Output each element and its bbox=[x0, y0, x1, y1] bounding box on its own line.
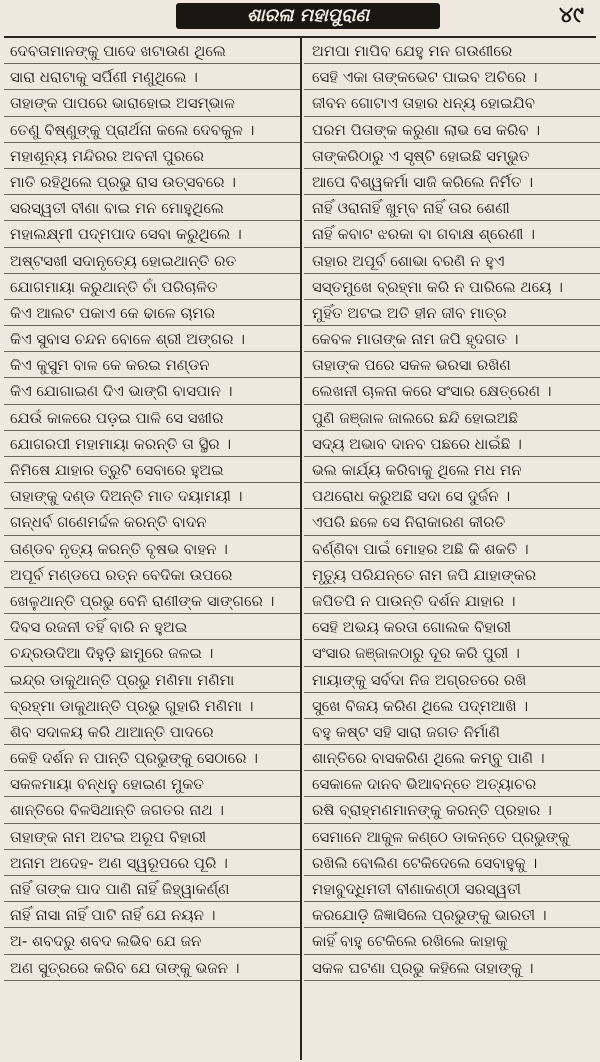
verse-line: ନିମିଷେ ଯାହାର ତ୍ରୁଟି ସେବାରେ ହୁଅଇ bbox=[4, 457, 302, 483]
verse-line: ତାଙ୍କରିଠାରୁ ଏ ସୃଷ୍ଟି ହୋଇଛି ସମ୍ଭୁତ bbox=[304, 143, 600, 169]
verse-line: ନାହିଁ ନାସା ନାହିଁ ପାଟି ନାହିଁ ଯେ ନୟନ । bbox=[4, 902, 302, 928]
page-number: ୪୯ bbox=[558, 3, 584, 28]
verse-line: ପଥରୋଧ କରୁଅଛି ସଦା ସେ ଦୁର୍ଜନ । bbox=[304, 483, 600, 509]
verse-line: ମହାବୁଦ୍ଧିମତୀ ବୀଣାକଣ୍ଠୀ ସରସ୍ୱତୀ bbox=[304, 876, 600, 902]
verse-line: ଯୋଗରପୀ ମହାମାୟା କରନ୍ତି ତା ସ୍ଥିର । bbox=[4, 431, 302, 457]
verse-line: ଚନ୍ଦ୍ରଉଦିଆ ଦିହୁଡ଼ି ଛାମୁରେ ଜଳଇ । bbox=[4, 640, 302, 666]
verse-line: ସୁଖେ ବିଜୟ କରିଣ ଥିଲେ ପଦ୍ମଆଖି । bbox=[304, 693, 600, 719]
verse-line: କିଏ କୁସୁମ ବାଳ କେ କରଇ ମଣ୍ଡନ bbox=[4, 352, 302, 378]
verse-line: ବ୍ରହ୍ମା ଡାକୁଥାନ୍ତି ପ୍ରଭୁ ଗୁହାରି ମଣିମା । bbox=[4, 693, 302, 719]
verse-line: ଶାନ୍ତିରେ ବାସକରିଣ ଥିଲେ କମ୍ବୁ ପାଣି । bbox=[304, 745, 600, 771]
verse-line: ମୁହିଁତ ଅଟଇ ଅତି ହୀନ ଜୀବ ମାତ୍ର bbox=[304, 300, 600, 326]
verse-line: ସଂସାର ଜଞ୍ଜାଳଠାରୁ ଦୂର କରି ପୁରୀ । bbox=[304, 640, 600, 666]
verse-line: କିଏ ଯୋଗାଇଣ ଦିଏ ଭାଙ୍ଗି ବାସପାନ । bbox=[4, 378, 302, 404]
verse-line: ତାହାଙ୍କୁ ଦଣ୍ଡ ଦିଅନ୍ତି ମାତ ଦୟାମୟୀ । bbox=[4, 483, 302, 509]
verse-line: ନାହିଁ ଓରାନାହିଁ ଖୁମ୍ବ ନାହିଁ ତାର ଶେଣୀ bbox=[304, 195, 600, 221]
verse-line: ଦିବସ ରଜନୀ ତହିଁ ବାରି ନ ହୁଅଇ bbox=[4, 614, 302, 640]
verse-line: ମହାଲକ୍ଷ୍ମୀ ପଦ୍ମପାଦ ସେବା କରୁଥିଲେ । bbox=[4, 221, 302, 247]
verse-line: କାହିଁ ବାହୁ ଟେକିଲେ ରଖିଲେ କାହାକୁ bbox=[304, 928, 600, 954]
verse-line: ରଖିଲି ବୋଲିଣ ଟେକିଦେଲେ ସେବାହୁକୁ । bbox=[304, 850, 600, 876]
verse-line: ଆପେ ବିଶ୍ୱକର୍ମା ସାଜି କରିଲେ ନିର୍ମିତ । bbox=[304, 169, 600, 195]
left-text-column bbox=[4, 38, 302, 1060]
verse-line: ବର୍ଣ୍ଣିବା ପାଇଁ ମୋହର ଅଛି କି ଶକତି । bbox=[304, 536, 600, 562]
verse-line: ଏପରି ଛଳେ ସେ ନିରାକାରଣ କୀରତି bbox=[304, 509, 600, 535]
verse-line: ତାହାଙ୍କ ପାପରେ ଭାରାହୋଇ ଅସମ୍ଭାଳ bbox=[4, 90, 302, 116]
verse-line: ବହୁ କଷ୍ଟ ସହି ସାରା ଜଗତ ନିର୍ମାଣି bbox=[304, 719, 600, 745]
column-divider bbox=[300, 38, 302, 1060]
verse-line: ଅ- ଶବଦରୁ ଶବଦ ଲଭିବ ଯେ ଜନ bbox=[4, 928, 302, 954]
verse-line: ସେମାନେ ଆକୁଳ କଣ୍ଠେ ଡାକନ୍ତେ ପ୍ରଭୁଙ୍କୁ bbox=[304, 824, 600, 850]
verse-line: ନାହିଁ କବାଟ ଝରକା ବା ଗବାକ୍ଷ ଶ୍ରେଣୀ । bbox=[304, 221, 600, 247]
verse-line: ନାହିଁ ତାଙ୍କ ପାଦ ପାଣି ନାହିଁ ଜିହ୍ୱାକର୍ଣ୍ଣ bbox=[4, 876, 302, 902]
verse-line: ତାହାର ଅପୂର୍ବ ଶୋଭା ବରଣି ନ ହୁଏ bbox=[304, 248, 600, 274]
right-text-column bbox=[304, 38, 600, 1060]
verse-line: ପରମ ପିତାଙ୍କ କରୁଣା ଲାଭ ସେ କରିବ । bbox=[304, 117, 600, 143]
verse-line: ପୁଣି ଜଞ୍ଜାଳ ଜାଲରେ ଛନ୍ଦି ହୋଇଅଛି bbox=[304, 405, 600, 431]
verse-line: ସାରା ଧରାଟାକୁ ସର୍ପିଣୀ ମଣୁଥିଲେ । bbox=[4, 64, 302, 90]
verse-line: ଅନାମ ଅଦେହ- ଅଣ ସ୍ୱରୂପରେ ପୂରି । bbox=[4, 850, 302, 876]
verse-line: ମୃତ୍ୟୁ ପରିଯନ୍ତେ ନାମ ଜପି ଯାହାଙ୍କର bbox=[304, 562, 600, 588]
running-title: ଶାରଳା ମହାପୁରାଣ bbox=[176, 3, 440, 29]
verse-line: ଅମପା ମାପିବ ଯେହୁ ମନ ଗଉଣୀରେ bbox=[304, 38, 600, 64]
verse-line: ମହାଶୂନ୍ୟ ମନ୍ଦିରର ଅବନୀ ପୁରରେ bbox=[4, 143, 302, 169]
verse-line: ତାଣ୍ଡବ ନୃତ୍ୟ କରନ୍ତି ବୃଷଭ ବାହନ । bbox=[4, 536, 302, 562]
verse-line: ଦେବତାମାନଙ୍କୁ ପାଦେ ଖଟାଉଣ ଥିଲେ bbox=[4, 38, 302, 64]
verse-line: ଗନ୍ଧର୍ବ ଗଣେମର୍ଦ୍ଦଳ କରନ୍ତି ବାଦନ bbox=[4, 509, 302, 535]
page-header bbox=[0, 0, 600, 34]
verse-line: ସକଳମାୟା ବନ୍ଧନୁ ହୋଇଣ ମୁକତ bbox=[4, 771, 302, 797]
verse-line: ତାହାଙ୍କ ପରେ ସକଳ ଭରସା ରଖିଣ bbox=[304, 352, 600, 378]
verse-line: ତେଣୁ ବିଷ୍ଣୁଙ୍କୁ ପ୍ରାର୍ଥନା କଲେ ଦେବକୁଳ । bbox=[4, 117, 302, 143]
verse-line: ଜୀବନ ଗୋଟାଏ ତାହାର ଧନ୍ୟ ହୋଇଯିବ bbox=[304, 90, 600, 116]
verse-line: ତାହାଙ୍କ ନାମ ଅଟଇ ଅରୂପ ବିହାରୀ bbox=[4, 824, 302, 850]
verse-line: ଲେଖନୀ ଚାଳନା କରେ ସଂସାର କ୍ଷେତ୍ରେଣ । bbox=[304, 378, 600, 404]
verse-line: କିଏ ଆଲଟ ପକାଏ କେ ଢାଳେ ଚାମର bbox=[4, 300, 302, 326]
verse-line: ଶିବ ସଦାଳୟ କରି ଥାଆନ୍ତି ପାଦରେ bbox=[4, 719, 302, 745]
verse-line: ଭଲ କାର୍ଯ୍ୟ କରିବାକୁ ଥିଲେ ମଧ ମନ bbox=[304, 457, 600, 483]
verse-line: ସକଳ ଘଟଣା ପ୍ରଭୁ କହିଲେ ତାହାଙ୍କୁ । bbox=[304, 955, 600, 981]
verse-line: ସେହି ଅଭୟ କରତା ଗୋଲକ ବିହାରୀ bbox=[304, 614, 600, 640]
verse-line: ମାୟାଙ୍କୁ ସର୍ବଦା ନିଜ ଅଗ୍ରତରେ ରଖି bbox=[304, 667, 600, 693]
verse-line: କରଯୋଡ଼ି ଜିଜ୍ଞାସିଲେ ପ୍ରଭୁଙ୍କୁ ଭାରତୀ । bbox=[304, 902, 600, 928]
verse-line: ଯେଉଁ କାଳରେ ପଡ଼ଇ ପାଳି ସେ ସଖୀର bbox=[4, 405, 302, 431]
verse-line: କେବଳ ମାତାଙ୍କ ନାମ ଜପି ହୃଦଗତ । bbox=[304, 326, 600, 352]
verse-line: ଶାନ୍ତିରେ ବିଳସିଥାନ୍ତି ଜଗତର ନାଥ । bbox=[4, 797, 302, 823]
verse-line: କେହି ଦର୍ଶନ ନ ପାନ୍ତି ପ୍ରଭୁଙ୍କୁ ସେଠାରେ । bbox=[4, 745, 302, 771]
verse-line: ଅଣ ସୁତ୍ରରେ କରିବ ଯେ ତାଙ୍କୁ ଭଜନ । bbox=[4, 955, 302, 981]
verse-line: ରଷି ବ୍ରାହ୍ମଣମାନଙ୍କୁ କରନ୍ତି ପ୍ରହାର । bbox=[304, 797, 600, 823]
verse-line: ସେକାଳେ ଦାନବ ଭିଆବନ୍ତେ ଅତ୍ୟାଚର bbox=[304, 771, 600, 797]
verse-line: ଅଷ୍ଟସଖୀ ସଦାନୃତ୍ୟେ ହୋଇଥାନ୍ତି ରତ bbox=[4, 248, 302, 274]
verse-line: ଇନ୍ଦ୍ର ଡାକୁଥାନ୍ତି ପ୍ରଭୁ ମଣିମା ମଣିମା bbox=[4, 667, 302, 693]
verse-line: ସେହି ଏକା ତାଙ୍କଭେଟ ପାଇବ ଅଚିରେ । bbox=[304, 64, 600, 90]
verse-line: କିଏ ସୁବାସ ଚନ୍ଦନ ବୋଳେ ଶ୍ରୀ ଅଙ୍ଗର । bbox=[4, 326, 302, 352]
verse-line: ଜପିତପି ନ ପାଉନ୍ତି ଦର୍ଶନ ଯାହାର । bbox=[304, 588, 600, 614]
verse-line: ଯୋଗମାୟା କରୁଥାନ୍ତି ଚାଁ ପରିଚାଳିତ bbox=[4, 274, 302, 300]
verse-line: ସରସ୍ୱତୀ ବୀଣା ବାଇ ମନ ମୋହୁଥିଲେ bbox=[4, 195, 302, 221]
verse-line: ସସ୍ତମୁଖେ ବ୍ରହ୍ମା କରି ନ ପାରିଲେ ଥୟେ । bbox=[304, 274, 600, 300]
verse-line: ଖେଳୁଥାନ୍ତି ପ୍ରଭୁ ବେନି ରାଣୀଙ୍କ ସାଙ୍ଗରେ । bbox=[4, 588, 302, 614]
verse-line: ସଦ୍ୟ ଅଭାବ ଦାନବ ପଛରେ ଧାଇଁଛି । bbox=[304, 431, 600, 457]
verse-line: ମାତି ରହିଥିଲେ ପ୍ରଭୁ ରାସ ଉତ୍ସବରେ । bbox=[4, 169, 302, 195]
verse-line: ଅପୂର୍ବ ମଣ୍ଡପେ ରତ୍ନ ବେଦିକା ଉପରେ bbox=[4, 562, 302, 588]
